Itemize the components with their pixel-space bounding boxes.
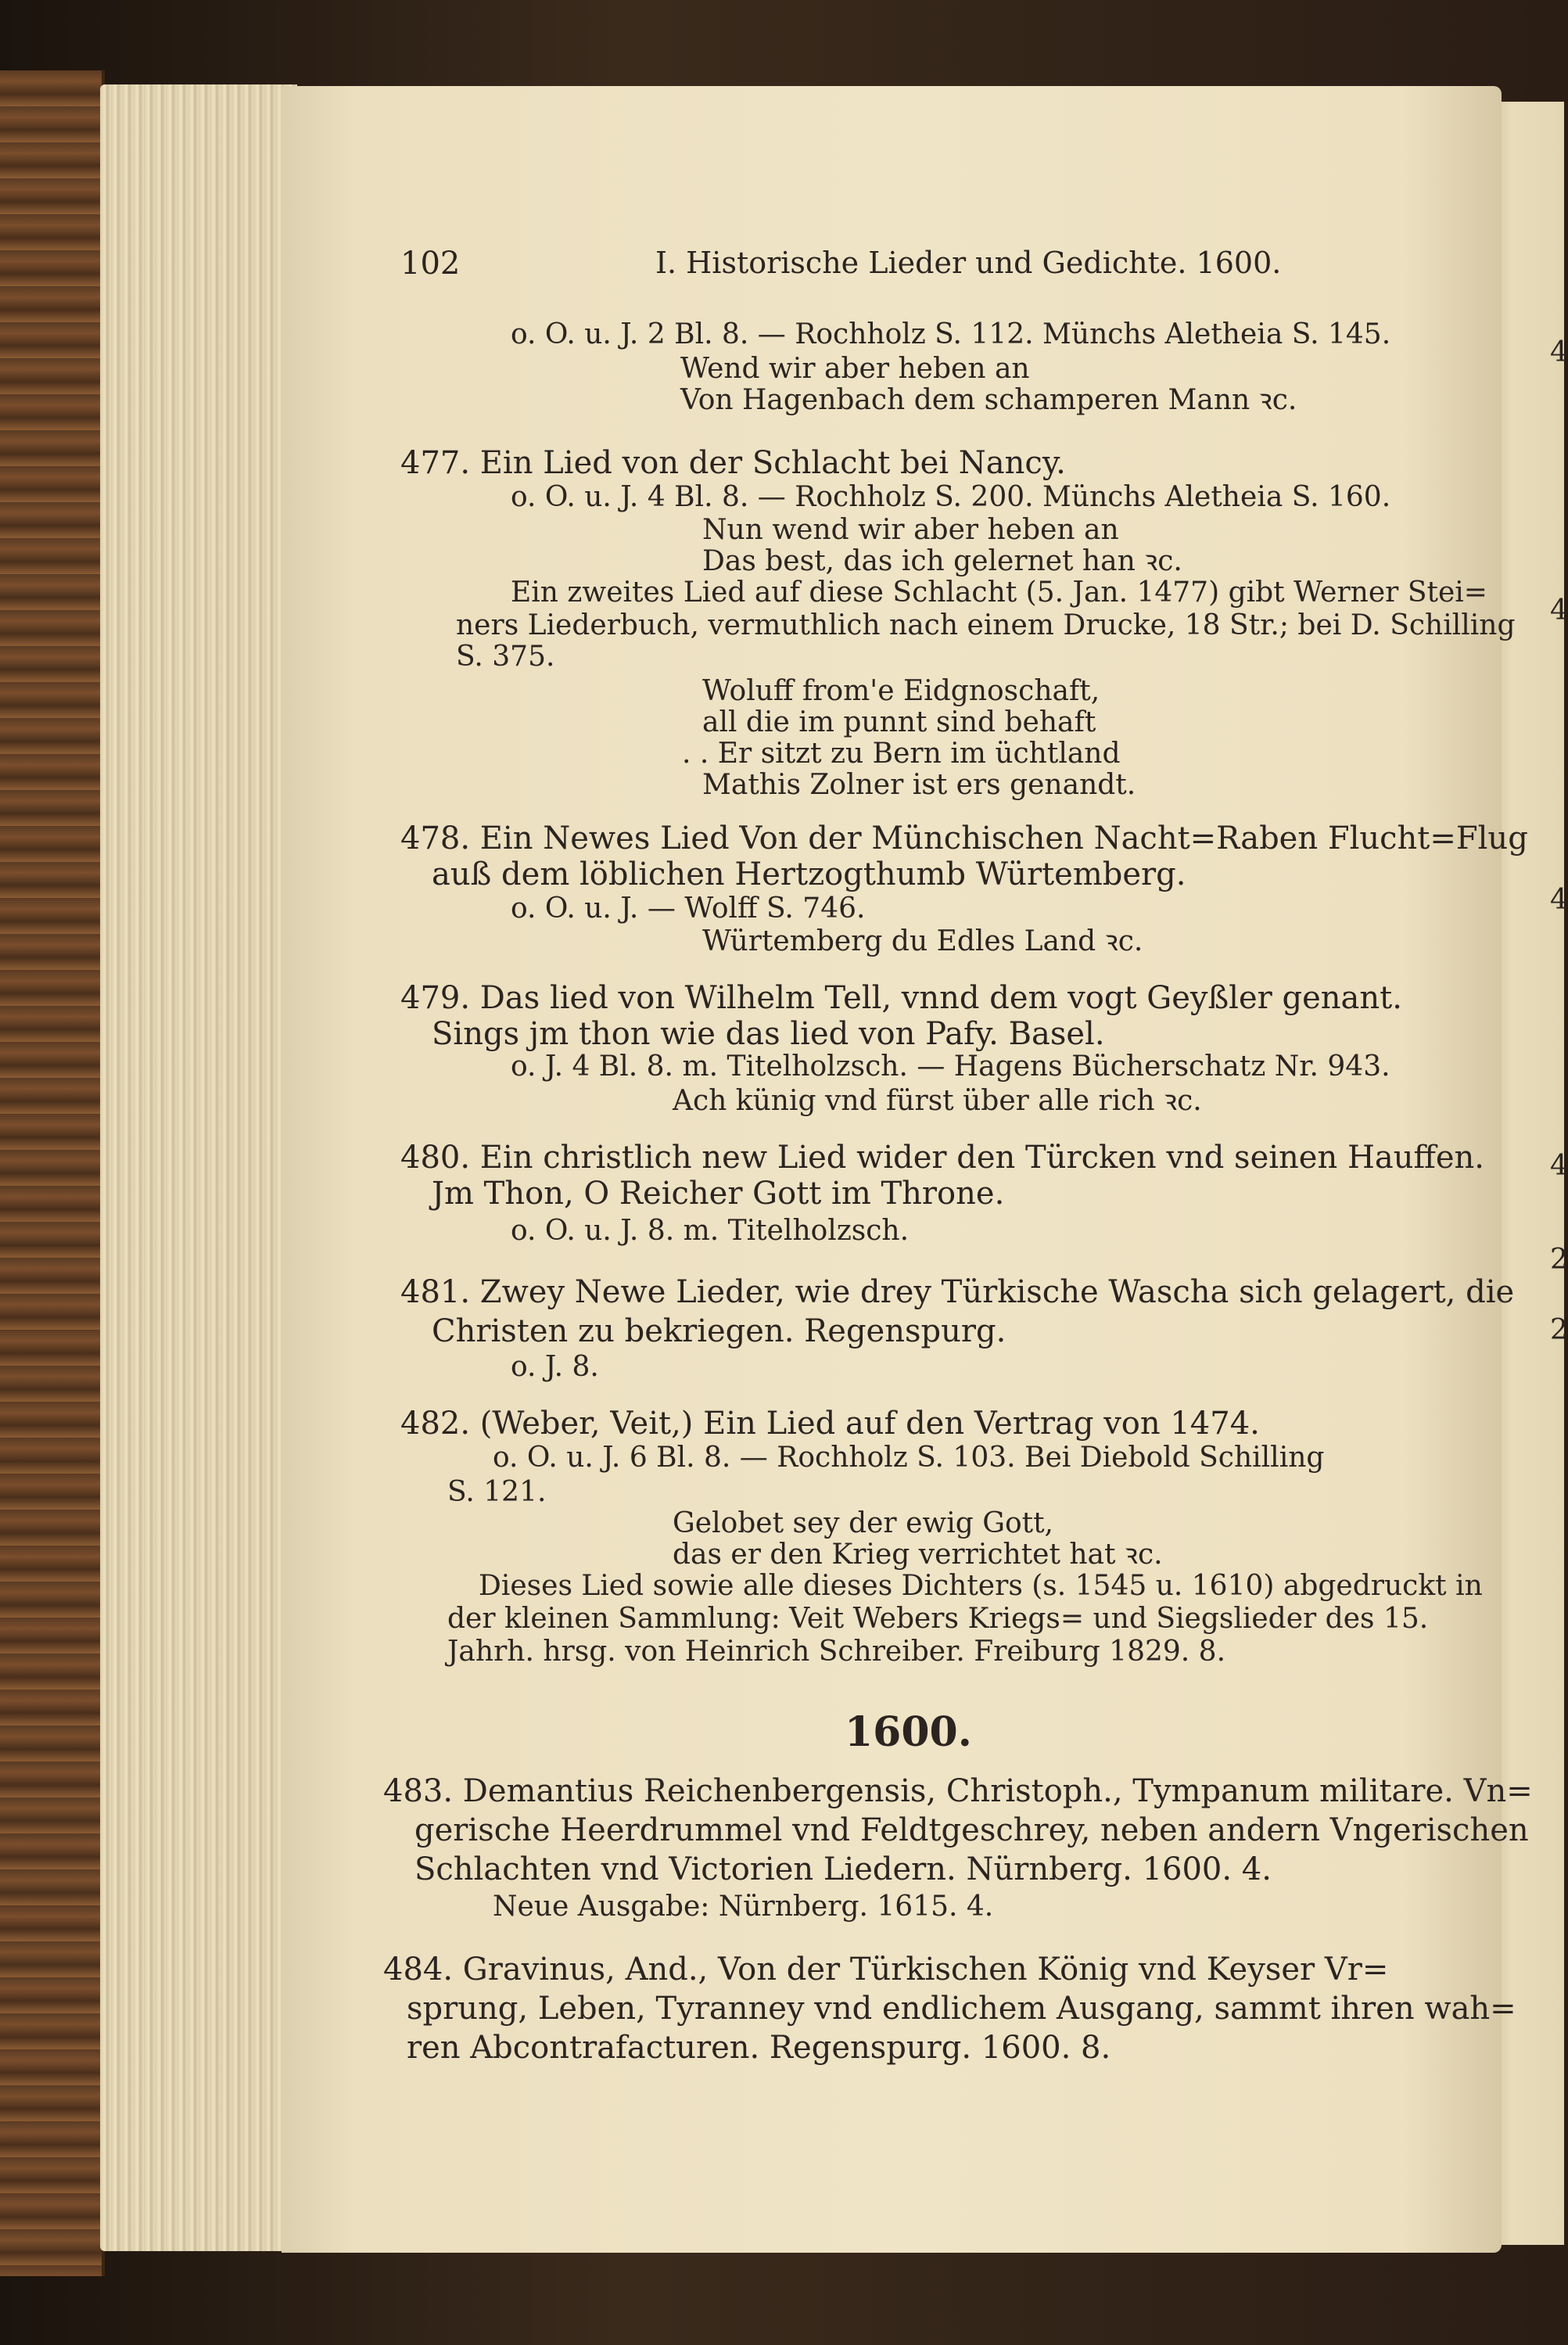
text-line: o. O. u. J. 8. m. Titelholzsch. [511,1215,910,1247]
facing-page-fragment: 2 [1550,1244,1568,1276]
text-line: S. 375. [456,641,555,673]
text-line: o. J. 8. [511,1351,599,1383]
text-line: auß dem löblichen Hertzogthumb Würtemberg. [432,856,1186,892]
text-line: o. O. u. J. 6 Bl. 8. — Rochholz S. 103. Bei Diebold Schilling [493,1442,1325,1474]
facing-page-fragment: 4 [1550,1150,1568,1182]
text-line: 478. Ein Newes Lied Von der Münchischen Nacht=Raben Flucht=Flug [400,821,1528,856]
text-line: ren Abcontrafacturen. Regenspurg. 1600. 8. [407,2030,1111,2066]
text-line: . . Er sitzt zu Bern im üchtland [682,738,1121,770]
page-number: 102 [400,246,461,282]
text-line: all die im punnt sind behaft [702,706,1096,738]
facing-page-fragment: 4 [1550,336,1568,368]
text-line: sprung, Leben, Tyranney vnd endlichem Ausgang, sammt ihren wah= [407,1991,1516,2027]
text-line: o. O. u. J. 2 Bl. 8. — Rochholz S. 112. Münchs Aletheia S. 145. [511,318,1391,350]
facing-page-fragment: 4 [1550,884,1568,916]
text-line: ners Liederbuch, vermuthlich nach einem Drucke, 18 Str.; bei D. Schilling [456,609,1516,641]
text-line: Neue Ausgabe: Nürnberg. 1615. 4. [493,1891,994,1923]
text-line: Das best, das ich gelernet han ꝛc. [702,545,1182,577]
text-line: Sings jm thon wie das lied von Pafy. Basel. [432,1016,1105,1052]
text-line: das er den Krieg verrichtet hat ꝛc. [673,1539,1163,1571]
text-line: Dieses Lied sowie alle dieses Dichters (s. 1545 u. 1610) abgedruckt in [479,1570,1483,1602]
text-line: o. J. 4 Bl. 8. m. Titelholzsch. — Hagens Bücherschatz Nr. 943. [511,1050,1390,1083]
text-line: 480. Ein christlich new Lied wider den Türcken vnd seinen Hauffen. [400,1140,1485,1176]
text-line: o. O. u. J. — Wolff S. 746. [511,892,866,925]
running-title: I. Historische Lieder und Gedichte. 1600. [655,246,1282,280]
text-line: Wend wir aber heben an [680,353,1030,385]
text-line: der kleinen Sammlung: Veit Webers Kriegs= und Siegslieder des 15. [447,1603,1429,1635]
text-line: Nun wend wir aber heben an [702,514,1119,546]
facing-page-fragment: 2 [1550,1314,1568,1346]
text-line: o. O. u. J. 4 Bl. 8. — Rochholz S. 200. Münchs Aletheia S. 160. [511,481,1391,513]
text-line: Von Hagenbach dem schamperen Mann ꝛc. [680,384,1297,416]
text-line: Würtemberg du Edles Land ꝛc. [702,925,1143,957]
text-line: Jm Thon, O Reicher Gott im Throne. [432,1176,1005,1212]
text-line: S. 121. [447,1476,547,1508]
text-line: Christen zu bekriegen. Regenspurg. [432,1313,1006,1349]
text-line: Woluff from'e Eidgnoschaft, [702,675,1100,707]
text-line: 484. Gravinus, And., Von der Türkischen König vnd Keyser Vr= [383,1952,1389,1988]
text-line: Gelobet sey der ewig Gott, [673,1507,1054,1539]
text-line: gerische Heerdrummel vnd Feldtgeschrey, neben andern Vngerischen [414,1812,1529,1848]
text-line: Jahrh. hrsg. von Heinrich Schreiber. Freiburg 1829. 8. [447,1636,1226,1668]
text-line: Ach künig vnd fürst über alle rich ꝛc. [673,1085,1202,1117]
text-line: 477. Ein Lied von der Schlacht bei Nancy. [400,445,1066,481]
text-line: 483. Demantius Reichenbergensis, Christoph., Tympanum militare. Vn= [383,1773,1533,1809]
book-cover-edge [0,70,105,2276]
text-line: 479. Das lied von Wilhelm Tell, vnnd dem vogt Geyßler genant. [400,980,1402,1016]
text-line: Ein zweites Lied auf diese Schlacht (5. Jan. 1477) gibt Werner Stei= [511,576,1487,609]
text-line: 481. Zwey Newe Lieder, wie drey Türkische Wascha sich gelagert, die [400,1274,1515,1310]
page-edges [100,84,297,2251]
text-line: Schlachten vnd Victorien Liedern. Nürnberg. 1600. 4. [414,1851,1272,1887]
text-line: 482. (Weber, Veit,) Ein Lied auf den Vertrag von 1474. [400,1406,1260,1442]
section-heading-year: 1600. [845,1708,972,1756]
facing-page-fragment: 4 [1550,594,1568,627]
text-line: Mathis Zolner ist ers genandt. [702,769,1136,801]
